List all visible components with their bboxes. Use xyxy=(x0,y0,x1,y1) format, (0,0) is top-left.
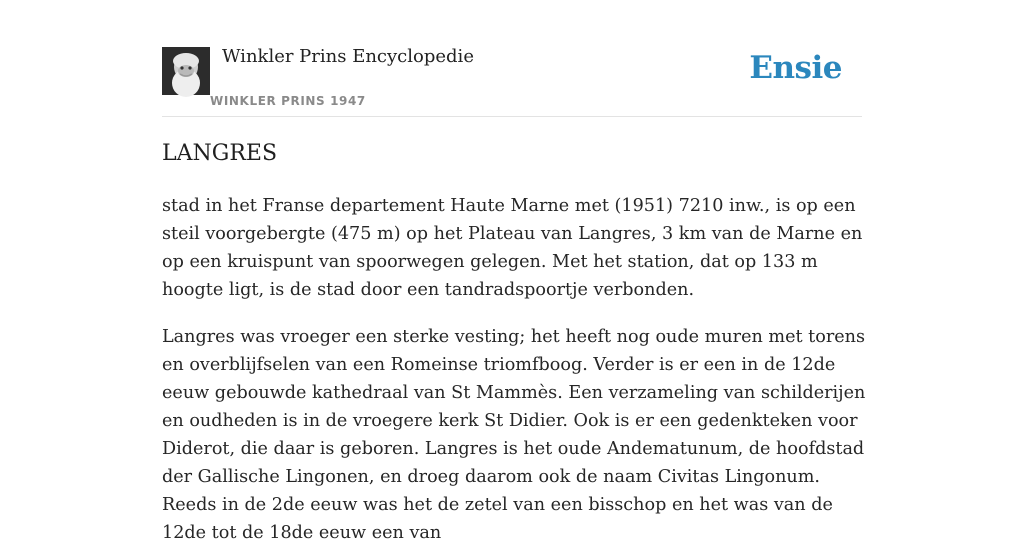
ensie-logo[interactable]: Ensie xyxy=(749,50,842,86)
article-header xyxy=(162,0,862,117)
publisher-name[interactable]: Winkler Prins Encyclopedie xyxy=(222,46,474,67)
portrait-icon xyxy=(162,47,210,95)
edition-label[interactable]: WINKLER PRINS 1947 xyxy=(210,94,366,108)
article-paragraph-2: Langres was vroeger een sterke vesting; het heeft nog oude muren met torens en overblijfselen van een Romeinse triomfboog. Verder is er een in de 12de eeuw gebouwde kathedraal van St Mammès. Een verzameling van schilderijen en oudheden is in de vroegere kerk St Didier. Ook is er een gedenkteken voor Diderot, die daar is geboren. Langres is het oude Andematunum, de hoofdstad der Gallische Lingonen, en droeg daarom ook de naam Civitas Lingonum. Reeds in de 2de eeuw was het de zetel van een bisschop en het was van de 12de tot de 18de eeuw een van xyxy=(162,327,866,543)
avatar[interactable] xyxy=(162,47,210,95)
article-paragraph-1: stad in het Franse departement Haute Marne met (1951) 7210 inw., is op een steil voorgebergte (475 m) op het Plateau van Langres, 3 km van de Marne en op een kruispunt van spoorwegen gelegen. Met het station, dat op 133 m hoogte ligt, is de stad door een tandradspoortje verbonden. xyxy=(162,196,863,300)
page-container xyxy=(162,0,866,543)
article-title: LANGRES xyxy=(162,141,278,166)
